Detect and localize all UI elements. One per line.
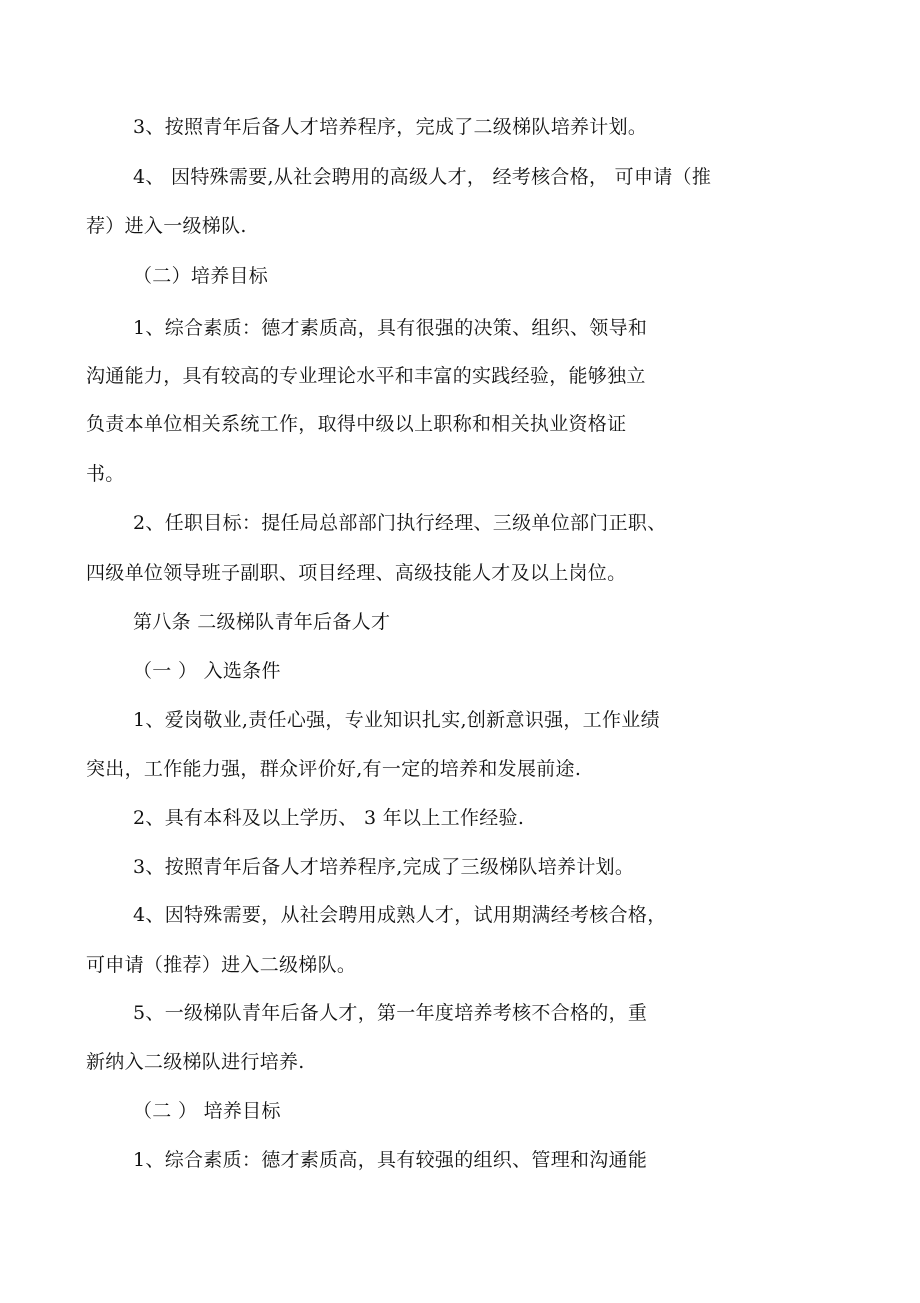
article-heading: 第八条 二级梯队青年后备人才 <box>133 611 391 633</box>
text-line: 沟通能力，具有较高的专业理论水平和丰富的实践经验，能够独立 <box>86 365 646 387</box>
text-line: 可申请（推荐）进入二级梯队。 <box>86 954 357 976</box>
text-line: 负责本单位相关系统工作，取得中级以上职称和相关执业资格证 <box>86 413 627 435</box>
text-line: 1、爱岗敬业,责任心强，专业知识扎实,创新意识强，工作业绩 <box>133 709 660 731</box>
text-line: 四级单位领导班子副职、项目经理、高级技能人才及以上岗位。 <box>86 562 627 584</box>
text-line: 2、任职目标：提任局总部部门执行经理、三级单位部门正职、 <box>133 512 667 534</box>
text-line: 突出，工作能力强，群众评价好,有一定的培养和发展前途. <box>86 758 582 780</box>
text-line: 2、具有本科及以上学历、 3 年以上工作经验. <box>133 807 525 829</box>
text-line: 荐）进入一级梯队. <box>86 215 247 237</box>
text-line: 5、一级梯队青年后备人才，第一年度培养考核不合格的，重 <box>133 1002 648 1024</box>
section-heading: （二）培养目标 <box>133 265 269 287</box>
text-line: 书。 <box>86 463 125 485</box>
section-heading: （二 ） 培养目标 <box>133 1100 281 1122</box>
text-line: 3、按照青年后备人才培养程序，完成了二级梯队培养计划。 <box>133 116 648 138</box>
text-line: 新纳入二级梯队进行培养. <box>86 1051 305 1073</box>
text-line: 1、综合素质：德才素质高，具有很强的决策、组织、领导和 <box>133 317 648 339</box>
text-line: 1、综合素质：德才素质高，具有较强的组织、管理和沟通能 <box>133 1149 648 1171</box>
section-heading: （一 ） 入选条件 <box>133 660 281 682</box>
text-line: 3、按照青年后备人才培养程序,完成了三级梯队培养计划。 <box>133 856 635 878</box>
text-line: 4、因特殊需要，从社会聘用成熟人才，试用期满经考核合格， <box>133 904 667 926</box>
text-line: 4、 因特殊需要,从社会聘用的高级人才， 经考核合格， 可申请（推 <box>133 166 712 188</box>
